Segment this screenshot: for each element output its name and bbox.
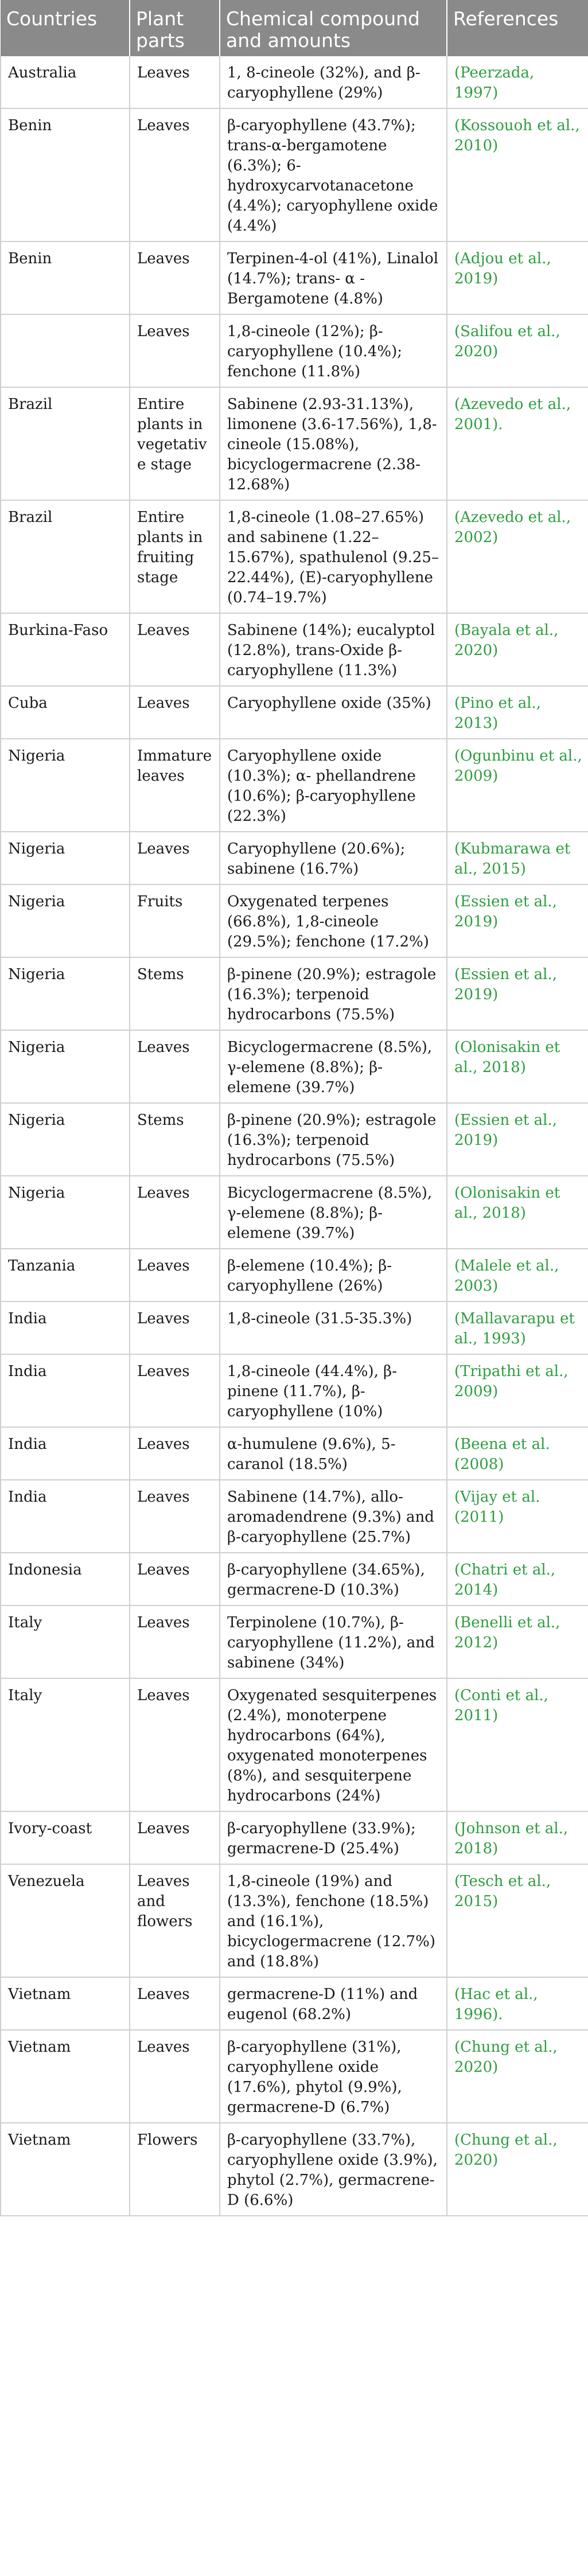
- header-chemical-compound: Chemical compound and amounts: [220, 0, 447, 56]
- cell-plant-part: Entire plants in vegetative stage: [130, 387, 220, 500]
- cell-reference[interactable]: (Salifou et al., 2020): [447, 314, 588, 387]
- cell-plant-part: Leaves: [130, 314, 220, 387]
- cell-plant-part: Leaves: [130, 1553, 220, 1605]
- table-row: [1, 1678, 588, 1811]
- cell-plant-part: Leaves: [130, 2030, 220, 2123]
- cell-plant-part: Leaves: [130, 1301, 220, 1354]
- cell-compounds: β-elemene (10.4%); β-caryophyllene (26%): [220, 1249, 447, 1301]
- table-row: [1, 1605, 588, 1678]
- cell-country: Nigeria: [1, 1176, 130, 1249]
- cell-reference[interactable]: (Hac et al., 1996).: [447, 1977, 588, 2030]
- cell-compounds: 1,8-cineole (31.5-35.3%): [220, 1301, 447, 1354]
- table-row: [1, 387, 588, 500]
- cell-compounds: Sabinene (2.93-31.13%), limonene (3.6-17.56%), 1,8-cineole (15.08%), bicyclogermacrene (2.38-12.68%): [220, 387, 447, 500]
- cell-compounds: Caryophyllene oxide (35%): [220, 686, 447, 739]
- cell-reference[interactable]: (Pino et al., 2013): [447, 686, 588, 739]
- cell-compounds: 1, 8-cineole (32%), and β-caryophyllene (29%): [220, 56, 447, 108]
- cell-compounds: β-caryophyllene (34.65%), germacrene-D (10.3%): [220, 1553, 447, 1605]
- table-row: [1, 108, 588, 241]
- cell-reference[interactable]: (Olonisakin et al., 2018): [447, 1176, 588, 1249]
- cell-country: India: [1, 1301, 130, 1354]
- cell-plant-part: Immature leaves: [130, 739, 220, 832]
- table-row: [1, 1176, 588, 1249]
- cell-compounds: β-caryophyllene (33.7%), caryophyllene oxide (3.9%), phytol (2.7%), germacrene-D (6.6%): [220, 2123, 447, 2216]
- cell-reference[interactable]: (Chung et al., 2020): [447, 2030, 588, 2123]
- table-row: [1, 739, 588, 832]
- cell-reference[interactable]: (Olonisakin et al., 2018): [447, 1030, 588, 1103]
- cell-plant-part: Leaves: [130, 1427, 220, 1480]
- cell-country: Nigeria: [1, 1030, 130, 1103]
- cell-reference[interactable]: (Bayala et al., 2020): [447, 613, 588, 686]
- cell-reference[interactable]: (Peerzada, 1997): [447, 56, 588, 108]
- cell-reference[interactable]: (Chatri et al., 2014): [447, 1553, 588, 1605]
- cell-compounds: Caryophyllene oxide (10.3%); α- phellandrene (10.6%); β-caryophyllene (22.3%): [220, 739, 447, 832]
- cell-country: Brazil: [1, 500, 130, 613]
- cell-reference[interactable]: (Tesch et al., 2015): [447, 1864, 588, 1977]
- cell-plant-part: Leaves: [130, 1176, 220, 1249]
- cell-country: Benin: [1, 108, 130, 241]
- table-row: [1, 314, 588, 387]
- cell-plant-part: Leaves: [130, 1811, 220, 1864]
- cell-plant-part: Leaves and flowers: [130, 1864, 220, 1977]
- cell-country: Tanzania: [1, 1249, 130, 1301]
- cell-country: Indonesia: [1, 1553, 130, 1605]
- cell-compounds: β-pinene (20.9%); estragole (16.3%); terpenoid hydrocarbons (75.5%): [220, 1103, 447, 1176]
- table-row: [1, 2123, 588, 2216]
- cell-compounds: Oxygenated terpenes (66.8%), 1,8-cineole (29.5%); fenchone (17.2%): [220, 884, 447, 957]
- cell-country: Vietnam: [1, 1977, 130, 2030]
- cell-plant-part: Leaves: [130, 1030, 220, 1103]
- cell-plant-part: Fruits: [130, 884, 220, 957]
- cell-reference[interactable]: (Kubmarawa et al., 2015): [447, 832, 588, 884]
- table-row: [1, 1249, 588, 1301]
- cell-compounds: β-caryophyllene (31%), caryophyllene oxide (17.6%), phytol (9.9%), germacrene-D (6.7%): [220, 2030, 447, 2123]
- cell-plant-part: Leaves: [130, 56, 220, 108]
- cell-country: Burkina-Faso: [1, 613, 130, 686]
- table-row: [1, 1301, 588, 1354]
- cell-compounds: Terpinen-4-ol (41%), Linalol (14.7%); trans- α -Bergamotene (4.8%): [220, 241, 447, 314]
- cell-compounds: 1,8-cineole (44.4%), β-pinene (11.7%), β-caryophyllene (10%): [220, 1354, 447, 1427]
- table-row: [1, 884, 588, 957]
- cell-reference[interactable]: (Johnson et al., 2018): [447, 1811, 588, 1864]
- cell-compounds: Oxygenated sesquiterpenes (2.4%), monoterpene hydrocarbons (64%), oxygenated monoterpenes (8%), and sesquiterpene hydrocarbons (24%): [220, 1678, 447, 1811]
- table-row: [1, 1480, 588, 1553]
- cell-plant-part: Entire plants in fruiting stage: [130, 500, 220, 613]
- cell-compounds: 1,8-cineole (12%); β-caryophyllene (10.4%); fenchone (11.8%): [220, 314, 447, 387]
- header-plant-parts: Plant parts: [130, 0, 220, 56]
- cell-reference[interactable]: (Adjou et al., 2019): [447, 241, 588, 314]
- cell-country: Vietnam: [1, 2030, 130, 2123]
- cell-reference[interactable]: (Azevedo et al., 2001).: [447, 387, 588, 500]
- cell-country: Venezuela: [1, 1864, 130, 1977]
- cell-reference[interactable]: (Essien et al., 2019): [447, 957, 588, 1030]
- table-row: [1, 1977, 588, 2030]
- table-row: [1, 613, 588, 686]
- cell-country: India: [1, 1480, 130, 1553]
- cell-plant-part: Leaves: [130, 1678, 220, 1811]
- table-row: [1, 1864, 588, 1977]
- cell-compounds: 1,8-cineole (1.08–27.65%) and sabinene (1.22–15.67%), spathulenol (9.25–22.44%), (E)-caryophyllene (0.74–19.7%): [220, 500, 447, 613]
- cell-compounds: 1,8-cineole (19%) and (13.3%), fenchone (18.5%) and (16.1%), bicyclogermacrene (12.7%) and (18.8%): [220, 1864, 447, 1977]
- table-row: [1, 832, 588, 884]
- cell-plant-part: Leaves: [130, 1605, 220, 1678]
- cell-compounds: β-caryophyllene (43.7%); trans-α-bergamotene (6.3%); 6-hydroxycarvotanacetone (4.4%); caryophyllene oxide (4.4%): [220, 108, 447, 241]
- cell-compounds: Sabinene (14%); eucalyptol (12.8%), trans-Oxide β-caryophyllene (11.3%): [220, 613, 447, 686]
- cell-country: Nigeria: [1, 832, 130, 884]
- table-header-row: [1, 0, 588, 56]
- cell-plant-part: Stems: [130, 1103, 220, 1176]
- table-body: [1, 56, 588, 2216]
- cell-plant-part: Stems: [130, 957, 220, 1030]
- cell-plant-part: Leaves: [130, 1977, 220, 2030]
- table-row: [1, 1811, 588, 1864]
- header-countries: Countries: [1, 0, 130, 56]
- cell-country: Nigeria: [1, 957, 130, 1030]
- table-row: [1, 1427, 588, 1480]
- cell-reference[interactable]: (Kossouoh et al., 2010): [447, 108, 588, 241]
- cell-reference[interactable]: (Malele et al., 2003): [447, 1249, 588, 1301]
- cell-plant-part: Leaves: [130, 1480, 220, 1553]
- table-row: [1, 1553, 588, 1605]
- cell-reference[interactable]: (Conti et al., 2011): [447, 1678, 588, 1811]
- cell-reference[interactable]: (Beena et al. (2008): [447, 1427, 588, 1480]
- table-row: [1, 1030, 588, 1103]
- cell-country: India: [1, 1427, 130, 1480]
- cell-plant-part: Leaves: [130, 241, 220, 314]
- cell-plant-part: Leaves: [130, 686, 220, 739]
- cell-country: Nigeria: [1, 739, 130, 832]
- cell-country: Ivory-coast: [1, 1811, 130, 1864]
- cell-plant-part: Leaves: [130, 832, 220, 884]
- cell-compounds: β-pinene (20.9%); estragole (16.3%); terpenoid hydrocarbons (75.5%): [220, 957, 447, 1030]
- cell-country: Brazil: [1, 387, 130, 500]
- table-row: [1, 1103, 588, 1176]
- cell-compounds: Caryophyllene (20.6%); sabinene (16.7%): [220, 832, 447, 884]
- cell-country: Nigeria: [1, 1103, 130, 1176]
- cell-reference[interactable]: (Essien et al., 2019): [447, 884, 588, 957]
- cell-reference[interactable]: (Chung et al., 2020): [447, 2123, 588, 2216]
- table-row: [1, 1354, 588, 1427]
- cell-compounds: Sabinene (14.7%), allo-aromadendrene (9.3%) and β-caryophyllene (25.7%): [220, 1480, 447, 1553]
- cell-compounds: α-humulene (9.6%), 5-caranol (18.5%): [220, 1427, 447, 1480]
- cell-country: Australia: [1, 56, 130, 108]
- cell-reference[interactable]: (Benelli et al., 2012): [447, 1605, 588, 1678]
- cell-plant-part: Flowers: [130, 2123, 220, 2216]
- cell-country: India: [1, 1354, 130, 1427]
- table-row: [1, 500, 588, 613]
- cell-country: Cuba: [1, 686, 130, 739]
- table-row: [1, 686, 588, 739]
- cell-plant-part: Leaves: [130, 1249, 220, 1301]
- cell-country: Vietnam: [1, 2123, 130, 2216]
- table-row: [1, 241, 588, 314]
- cell-compounds: Terpinolene (10.7%), β-caryophyllene (11.2%), and sabinene (34%): [220, 1605, 447, 1678]
- cell-plant-part: Leaves: [130, 1354, 220, 1427]
- cell-country: Italy: [1, 1605, 130, 1678]
- table-row: [1, 2030, 588, 2123]
- cell-compounds: Bicyclogermacrene (8.5%), γ-elemene (8.8%); β-elemene (39.7%): [220, 1176, 447, 1249]
- table-row: [1, 957, 588, 1030]
- cell-country: Nigeria: [1, 884, 130, 957]
- table-row: [1, 56, 588, 108]
- cell-reference[interactable]: (Essien et al., 2019): [447, 1103, 588, 1176]
- cell-plant-part: Leaves: [130, 613, 220, 686]
- cell-country: [1, 314, 130, 387]
- cell-reference[interactable]: (Ogunbinu et al., 2009): [447, 739, 588, 832]
- cell-reference[interactable]: (Tripathi et al., 2009): [447, 1354, 588, 1427]
- cell-plant-part: Leaves: [130, 108, 220, 241]
- cell-compounds: Bicyclogermacrene (8.5%), γ-elemene (8.8%); β-elemene (39.7%): [220, 1030, 447, 1103]
- cell-country: Italy: [1, 1678, 130, 1811]
- cell-country: Benin: [1, 241, 130, 314]
- cell-reference[interactable]: (Vijay et al. (2011): [447, 1480, 588, 1553]
- cell-reference[interactable]: (Mallavarapu et al., 1993): [447, 1301, 588, 1354]
- header-references: References: [447, 0, 588, 56]
- cell-compounds: β-caryophyllene (33.9%); germacrene-D (25.4%): [220, 1811, 447, 1864]
- cell-compounds: germacrene-D (11%) and eugenol (68.2%): [220, 1977, 447, 2030]
- cell-reference[interactable]: (Azevedo et al., 2002): [447, 500, 588, 613]
